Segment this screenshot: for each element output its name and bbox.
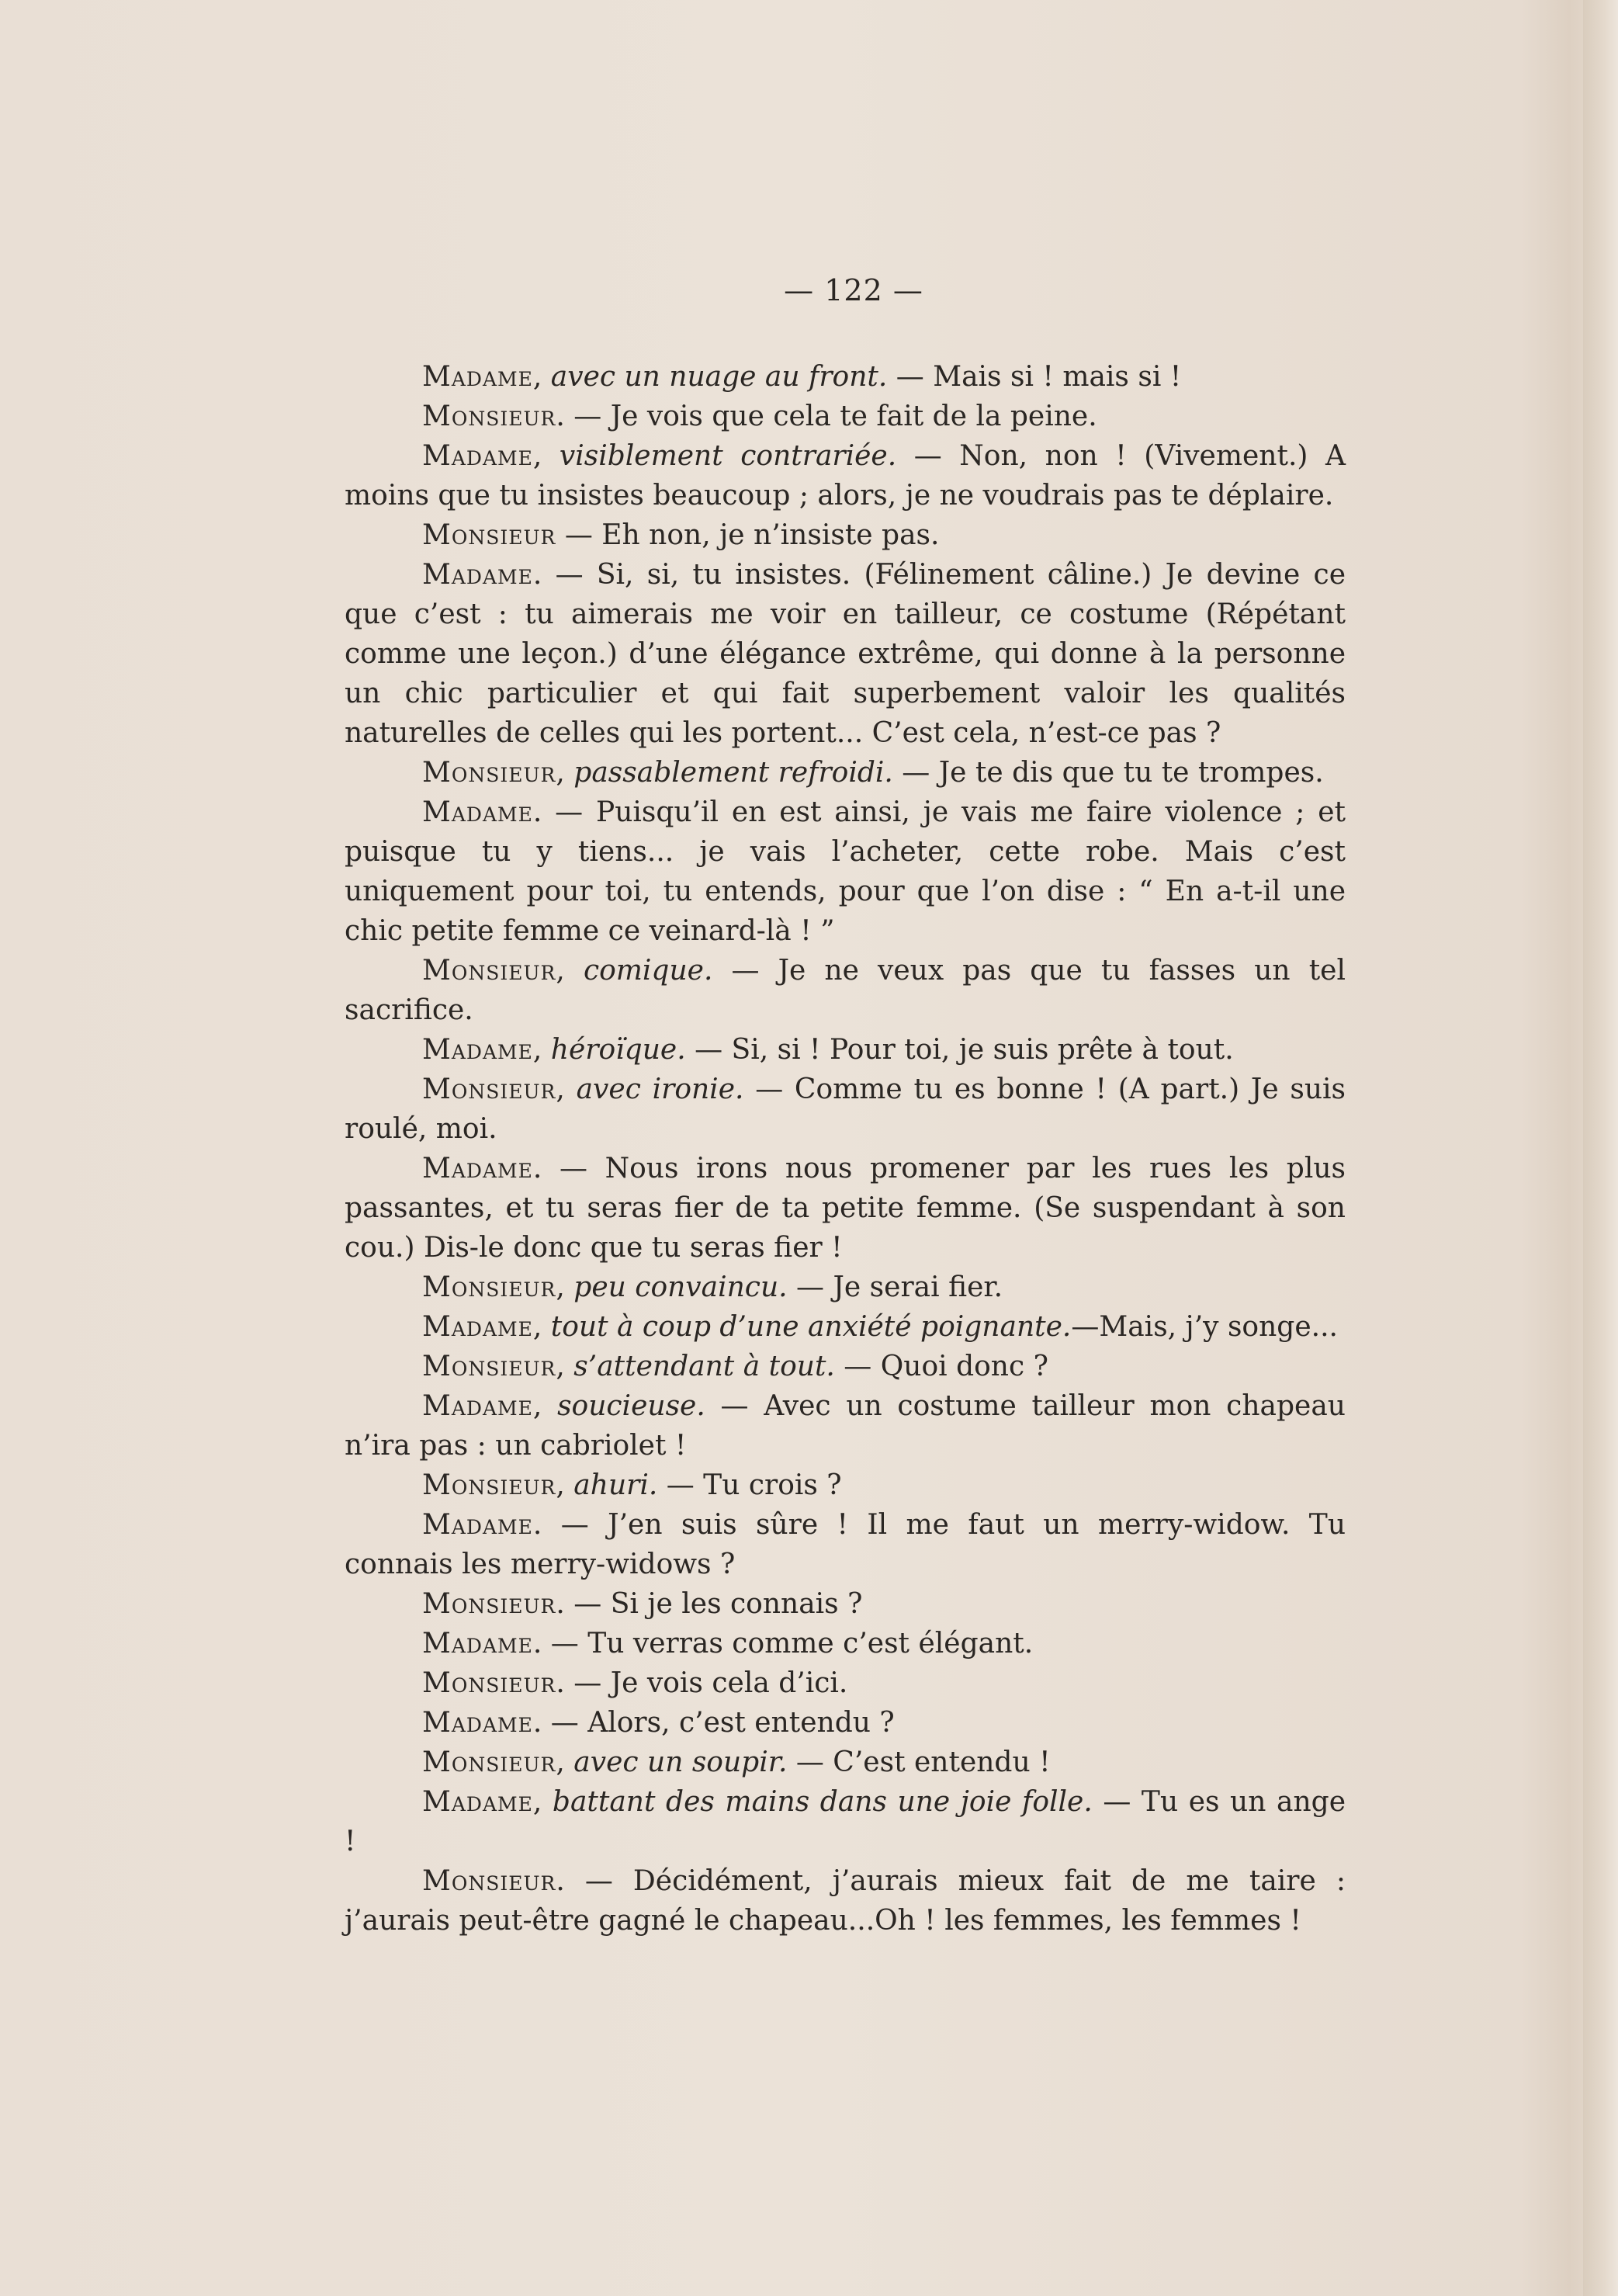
speaker-name: Madame bbox=[422, 1786, 533, 1818]
dialogue-line bbox=[345, 1505, 1346, 1584]
stage-direction: avec un nuage au front. bbox=[550, 361, 888, 393]
speech-text: — Comme tu es bonne ! (A part.) Je suis roulé, moi. bbox=[345, 1073, 1346, 1145]
speaker-name: Madame bbox=[422, 361, 533, 393]
speaker-punctuation: , bbox=[532, 1311, 542, 1343]
speech-text: — Tu es un ange ! bbox=[345, 1786, 1346, 1857]
speech-text: — Non, non ! (Vivement.) A moins que tu insistes beaucoup ; alors, je ne voudrais pas te déplaire. bbox=[345, 440, 1346, 512]
speaker-name: Madame bbox=[422, 1153, 533, 1184]
speaker-name: Monsieur bbox=[422, 1667, 556, 1699]
speech-text: —Mais, j’y songe... bbox=[1071, 1311, 1338, 1343]
dialogue-line bbox=[345, 1663, 1346, 1703]
speaker-name: Madame bbox=[422, 796, 533, 828]
speech-text: — Je vois que cela te fait de la peine. bbox=[564, 401, 1097, 432]
speaker-punctuation: , bbox=[532, 440, 542, 472]
speaker-name: Monsieur bbox=[422, 519, 556, 551]
dialogue-line bbox=[345, 1347, 1346, 1386]
stage-direction: peu convaincu. bbox=[573, 1271, 788, 1303]
dialogue-line bbox=[345, 1465, 1346, 1505]
speech-text: — J’en suis sûre ! Il me faut un merry-widow. Tu connais les merry-widows ? bbox=[345, 1509, 1346, 1580]
dialogue-line bbox=[345, 951, 1346, 1030]
speech-text: — Mais si ! mais si ! bbox=[887, 361, 1182, 393]
dialogue-line bbox=[345, 1861, 1346, 1941]
stage-direction: avec ironie. bbox=[576, 1073, 744, 1105]
dialogue-line bbox=[345, 1782, 1346, 1861]
speaker-punctuation: , bbox=[556, 955, 565, 987]
speaker-name: Monsieur bbox=[422, 757, 556, 789]
speech-text: — Je te dis que tu te trompes. bbox=[892, 757, 1324, 789]
speech-text: — Tu crois ? bbox=[657, 1469, 842, 1501]
speaker-name: Monsieur bbox=[422, 1588, 556, 1620]
dialogue-line bbox=[345, 1268, 1346, 1307]
dialogue-line bbox=[345, 436, 1346, 515]
page-edge-shadow bbox=[1583, 0, 1618, 2296]
dialogue-line bbox=[345, 1307, 1346, 1347]
speaker-name: Monsieur bbox=[422, 401, 556, 432]
dialogue-line bbox=[345, 1743, 1346, 1782]
speaker-name: Monsieur bbox=[422, 1271, 556, 1303]
stage-direction: battant des mains dans une joie folle. bbox=[552, 1786, 1093, 1818]
speaker-name: Monsieur bbox=[422, 1865, 556, 1897]
speaker-punctuation: . bbox=[532, 1707, 542, 1739]
dialogue-line bbox=[345, 1070, 1346, 1149]
speech-text: — Puisqu’il en est ainsi, je vais me faire violence ; et puisque tu y tiens... je vais l’acheter, cette robe. Mais c’est uniquement pour toi, tu entends, pour que l’on dise : “ En a-t-il une chic petite femme ce veinard-là ! ” bbox=[345, 796, 1346, 947]
dialogue-line bbox=[345, 753, 1346, 793]
speaker-punctuation: , bbox=[556, 1746, 565, 1778]
stage-direction: visiblement contrariée. bbox=[559, 440, 897, 472]
speaker-punctuation: . bbox=[556, 1865, 565, 1897]
speech-text: — Je serai fier. bbox=[787, 1271, 1003, 1303]
speech-text: — Décidément, j’aurais mieux fait de me taire : j’aurais peut-être gagné le chapeau...Oh ! les femmes, les femmes ! bbox=[345, 1865, 1346, 1937]
speaker-punctuation: , bbox=[532, 1034, 542, 1066]
speech-text: — Si je les connais ? bbox=[564, 1588, 863, 1620]
stage-direction: héroïque. bbox=[550, 1034, 686, 1066]
speaker-name: Madame bbox=[422, 1509, 533, 1541]
speaker-name: Madame bbox=[422, 1628, 533, 1660]
speaker-punctuation: , bbox=[532, 1786, 542, 1818]
speech-text: — Eh non, je n’insiste pas. bbox=[556, 519, 940, 551]
stage-direction: s’attendant à tout. bbox=[573, 1351, 835, 1382]
speaker-name: Madame bbox=[422, 1707, 533, 1739]
speech-text: — Si, si, tu insistes. (Félinement câline.) Je devine ce que c’est : tu aimerais me voir en tailleur, ce costume (Répétant comme une leçon.) d’une élégance extrême, qui donne à la personne un chic particulier et qui fait superbement valoir les qualités naturelles de celles qui les portent... C’est cela, n’est-ce pas ? bbox=[345, 559, 1346, 749]
speaker-name: Monsieur bbox=[422, 955, 556, 987]
speech-text: — Avec un costume tailleur mon chapeau n’ira pas : un cabriolet ! bbox=[345, 1390, 1346, 1462]
speech-text: — Je vois cela d’ici. bbox=[564, 1667, 848, 1699]
stage-direction: passablement refroidi. bbox=[573, 757, 893, 789]
speaker-punctuation: . bbox=[532, 796, 542, 828]
speaker-punctuation: , bbox=[532, 361, 542, 393]
dialogue-line bbox=[345, 1030, 1346, 1070]
dialogue-line bbox=[345, 515, 1346, 555]
speech-text: — Nous irons nous promener par les rues les plus passantes, et tu seras fier de ta petite femme. (Se suspendant à son cou.) Dis-le donc que tu seras fier ! bbox=[345, 1153, 1346, 1264]
speaker-punctuation: , bbox=[556, 757, 565, 789]
stage-direction: tout à coup d’une anxiété poignante. bbox=[550, 1311, 1072, 1343]
page-number: — 122 — bbox=[784, 273, 923, 307]
speaker-punctuation: , bbox=[556, 1073, 565, 1105]
speaker-punctuation: . bbox=[556, 1667, 565, 1699]
speaker-name: Madame bbox=[422, 1390, 533, 1422]
dialogue-line bbox=[345, 397, 1346, 436]
speech-text: — Alors, c’est entendu ? bbox=[542, 1707, 895, 1739]
speech-text: — Je ne veux pas que tu fasses un tel sacrifice. bbox=[345, 955, 1346, 1026]
stage-direction: comique. bbox=[583, 955, 713, 987]
speech-text: — Quoi donc ? bbox=[834, 1351, 1048, 1382]
dialogue-line bbox=[345, 555, 1346, 753]
speaker-name: Monsieur bbox=[422, 1073, 556, 1105]
dialogue-line bbox=[345, 793, 1346, 951]
speaker-punctuation: , bbox=[532, 1390, 542, 1422]
speech-text: — C’est entendu ! bbox=[787, 1746, 1051, 1778]
speaker-punctuation: . bbox=[532, 1509, 542, 1541]
speaker-punctuation: , bbox=[556, 1271, 565, 1303]
stage-direction: soucieuse. bbox=[557, 1390, 705, 1422]
dialogue-text bbox=[345, 357, 1346, 1941]
dialogue-line bbox=[345, 1703, 1346, 1743]
speaker-name: Madame bbox=[422, 440, 533, 472]
speaker-name: Madame bbox=[422, 559, 533, 591]
speaker-punctuation: . bbox=[556, 401, 565, 432]
speaker-name: Madame bbox=[422, 1311, 533, 1343]
speaker-name: Madame bbox=[422, 1034, 533, 1066]
speaker-punctuation: . bbox=[532, 559, 542, 591]
dialogue-line bbox=[345, 1386, 1346, 1465]
dialogue-line bbox=[345, 357, 1346, 397]
speaker-punctuation: . bbox=[532, 1628, 542, 1660]
dialogue-line bbox=[345, 1624, 1346, 1663]
speaker-name: Monsieur bbox=[422, 1469, 556, 1501]
speaker-punctuation: , bbox=[556, 1469, 565, 1501]
stage-direction: avec un soupir. bbox=[573, 1746, 788, 1778]
speaker-punctuation: , bbox=[556, 1351, 565, 1382]
speaker-punctuation: . bbox=[532, 1153, 542, 1184]
speech-text: — Si, si ! Pour toi, je suis prête à tout. bbox=[685, 1034, 1234, 1066]
stage-direction: ahuri. bbox=[573, 1469, 658, 1501]
speaker-name: Monsieur bbox=[422, 1351, 556, 1382]
speech-text: — Tu verras comme c’est élégant. bbox=[542, 1628, 1034, 1660]
speaker-name: Monsieur bbox=[422, 1746, 556, 1778]
speaker-punctuation: . bbox=[556, 1588, 565, 1620]
dialogue-line bbox=[345, 1584, 1346, 1624]
dialogue-line bbox=[345, 1149, 1346, 1268]
